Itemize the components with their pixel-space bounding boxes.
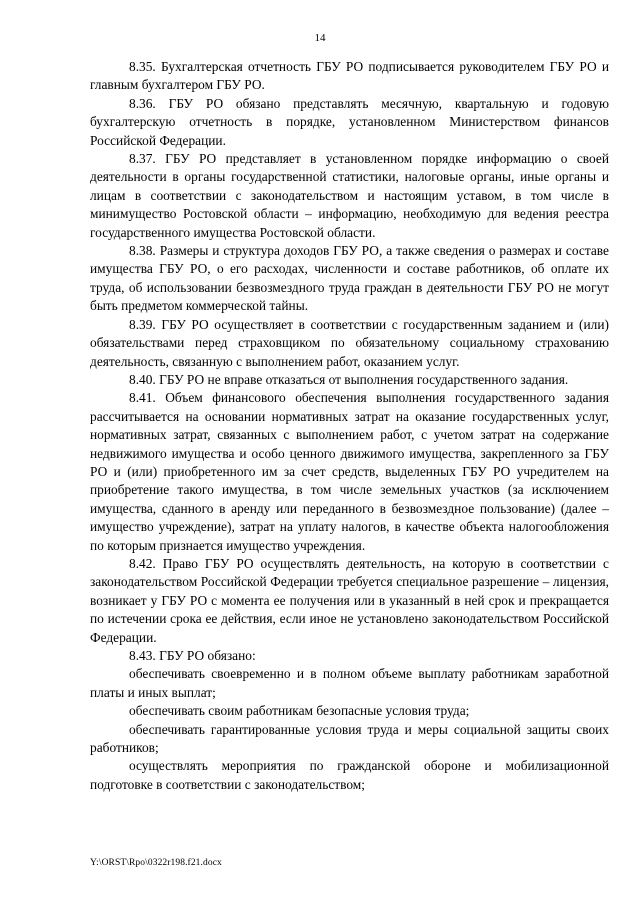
paragraph-8-43: 8.43. ГБУ РО обязано:: [129, 648, 256, 663]
obligation-item: обеспечивать гарантированные условия труда и меры социальной защиты своих работников;: [90, 721, 609, 756]
paragraph-8-41: 8.41. Объем финансового обеспечения выполнения государственного задания рассчитывается на основании нормативных затрат на оказание государственных услуг, нормативных затрат, связанных с выполнением работ, с учетом затрат на содержание недвижимого имущества и особо ценного движимого имущества, закрепленного за ГБУ РО и (или) приобретенного им за счет средств, выделенных ГБУ РО учредителем на приобретение такого имущества, в том числе земельных участков (за исключением имущества, сданного в аренду или переданного в безвозмездное пользование) (далее – имущество учреждение), затрат на уплату налогов, в качестве объекта налогообложения по которым признается имущество учреждения.: [90, 390, 609, 553]
paragraph-8-37: 8.37. ГБУ РО представляет в установленном порядке информацию о своей деятельности в органы государственной статистики, налоговые органы, иные органы и лицам в соответствии с законодательством и настоящим уставом, в том числе в минимущество Ростовской области – информацию, необходимую для ведения реестра государственного имущества Ростовской области.: [90, 151, 609, 240]
footer-file-path: Y:\ORST\Rpo\0322r198.f21.docx: [90, 858, 222, 868]
obligation-item: обеспечивать своевременно и в полном объеме выплату работникам заработной платы и иных выплат;: [90, 666, 609, 700]
paragraph-8-39: 8.39. ГБУ РО осуществляет в соответствии с государственным заданием и (или) обязательствами перед страховщиком по обязательному социальному страхованию деятельность, связанную с выполнением работ, оказанием услуг.: [90, 316, 609, 369]
obligation-item: обеспечивать своим работникам безопасные условия труда;: [129, 703, 470, 719]
paragraph-8-38: 8.38. Размеры и структура доходов ГБУ РО, а также сведения о размерах и составе имущества ГБУ РО, о его расходах, численности и составе работников, об оплате их труда, об использовании безвозмездного труда граждан в деятельности ГБУ РО не могут быть предметом коммерческой тайны.: [90, 243, 609, 314]
paragraph-8-42: 8.42. Право ГБУ РО осуществлять деятельность, на которую в соответствии с законодательством Российской Федерации требуется специальное разрешение – лицензия, возникает у ГБУ РО с момента ее получения или в указанный в ней срок и прекращается по истечении срока ее действия, если иное не установлено законодательством Российской Федерации.: [90, 555, 609, 645]
document-body: [90, 58, 609, 794]
paragraph-8-40: 8.40. ГБУ РО не вправе отказаться от выполнения государственного задания.: [129, 371, 569, 387]
page-number: 14: [314, 32, 326, 44]
obligation-item: осуществлять мероприятия по гражданской обороне и мобилизационной подготовке в соответствии с законодательством;: [90, 758, 609, 792]
paragraph-8-36: 8.36. ГБУ РО обязано представлять месячную, квартальную и годовую бухгалтерскую отчетность в порядке, установленном Министерством финансов Российской Федерации.: [90, 95, 609, 148]
paragraph-8-35: 8.35. Бухгалтерская отчетность ГБУ РО подписывается руководителем ГБУ РО и главным бухгалтером ГБУ РО.: [90, 59, 609, 93]
